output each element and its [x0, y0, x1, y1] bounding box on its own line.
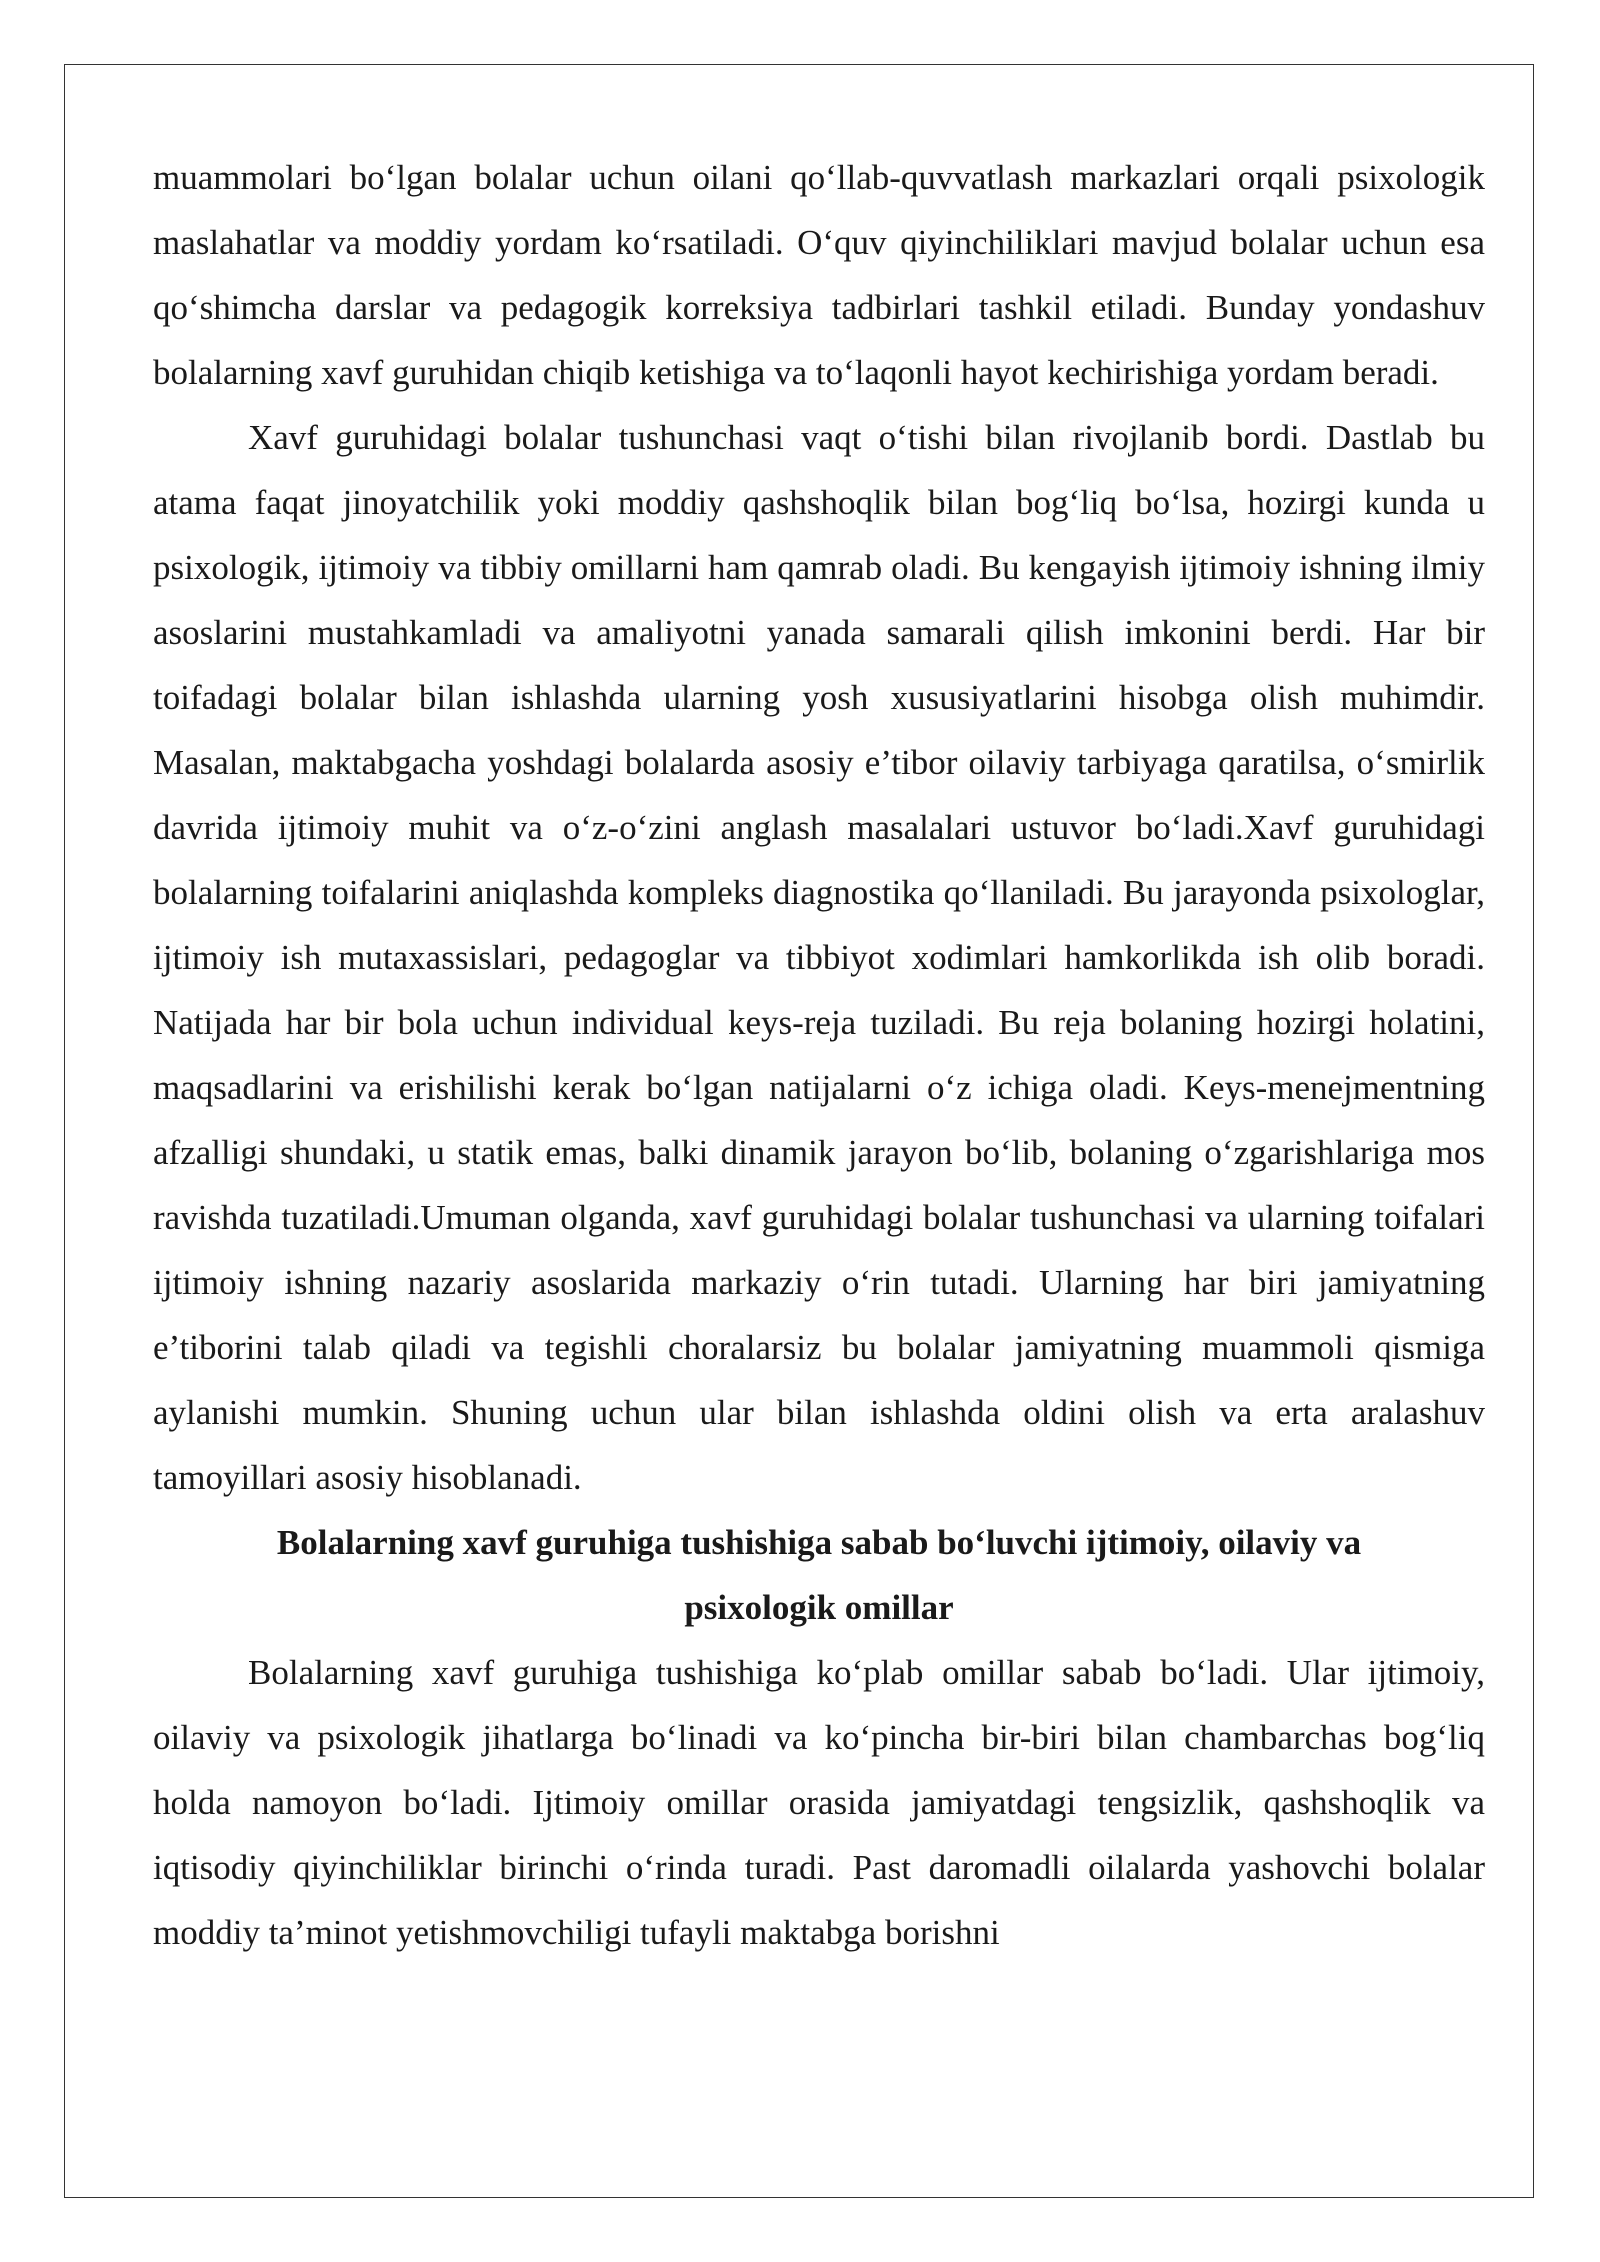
- paragraph-risk-group-concept: Xavf guruhidagi bolalar tushunchasi vaqt o‘tishi bilan rivojlanib bordi. Dastlab bu atama faqat jinoyatchilik yoki moddiy qashshoqlik bilan bog‘liq bo‘lsa, hozirgi kunda u psixologik, ijtimoiy va tibbiy omillarni ham qamrab oladi. Bu kengayish ijtimoiy ishning ilmiy asoslarini mustahkamladi va amaliyotni yanada samarali qilish imkonini berdi. Har bir toifadagi bolalar bilan ishlashda ularning yosh xususiyatlarini hisobga olish muhimdir. Masalan, maktabgacha yoshdagi bolalarda asosiy e’tibor oilaviy tarbiyaga qaratilsa, o‘smirlik davrida ijtimoiy muhit va o‘z-o‘zini anglash masalalari ustuvor bo‘ladi.Xavf guruhidagi bolalarning toifalarini aniqlashda kompleks diagnostika qo‘llaniladi. Bu jarayonda psixologlar, ijtimoiy ish mutaxassislari, pedagoglar va tibbiyot xodimlari hamkorlikda ish olib boradi. Natijada har bir bola uchun individual keys-reja tuziladi. Bu reja bolaning hozirgi holatini, maqsadlarini va erishilishi kerak bo‘lgan natijalarni o‘z ichiga oladi. Keys-menejmentning afzalligi shundaki, u statik emas, balki dinamik jarayon bo‘lib, bolaning o‘zgarishlariga mos ravishda tuzatiladi.Umuman olganda, xavf guruhidagi bolalar tushunchasi va ularning toifalari ijtimoiy ishning nazariy asoslarida markaziy o‘rin tutadi. Ularning har biri jamiyatning e’tiborini talab qiladi va tegishli choralarsiz bu bolalar jamiyatning muammoli qismiga aylanishi mumkin. Shuning uchun ular bilan ishlashda oldini olish va erta aralashuv tamoyillari asosiy hisoblanadi.: [153, 418, 1485, 1497]
- section-heading-line-1: Bolalarning xavf guruhiga tushishiga sabab bo‘luvchi ijtimoiy, oilaviy va: [276, 1523, 1362, 1562]
- document-body: [153, 145, 1485, 1965]
- paragraph-risk-factors: Bolalarning xavf guruhiga tushishiga ko‘plab omillar sabab bo‘ladi. Ular ijtimoiy, oilaviy va psixologik jihatlarga bo‘linadi va ko‘pincha bir-biri bilan chambarchas bog‘liq holda namoyon bo‘ladi. Ijtimoiy omillar orasida jamiyatdagi tengsizlik, qashshoqlik va iqtisodiy qiyinchiliklar birinchi o‘rinda turadi. Past daromadli oilalarda yashovchi bolalar moddiy ta’minot yetishmovchiligi tufayli maktabga borishni: [153, 1653, 1485, 1952]
- section-heading-line-2: psixologik omillar: [684, 1588, 954, 1627]
- paragraph-continuation: muammolari bo‘lgan bolalar uchun oilani qo‘llab-quvvatlash markazlari orqali psixologik maslahatlar va moddiy yordam ko‘rsatiladi. O‘quv qiyinchiliklari mavjud bolalar uchun esa qo‘shimcha darslar va pedagogik korreksiya tadbirlari tashkil etiladi. Bunday yondashuv bolalarning xavf guruhidan chiqib ketishiga va to‘laqonli hayot kechirishiga yordam beradi.: [153, 158, 1485, 392]
- section-heading: [153, 1510, 1485, 1640]
